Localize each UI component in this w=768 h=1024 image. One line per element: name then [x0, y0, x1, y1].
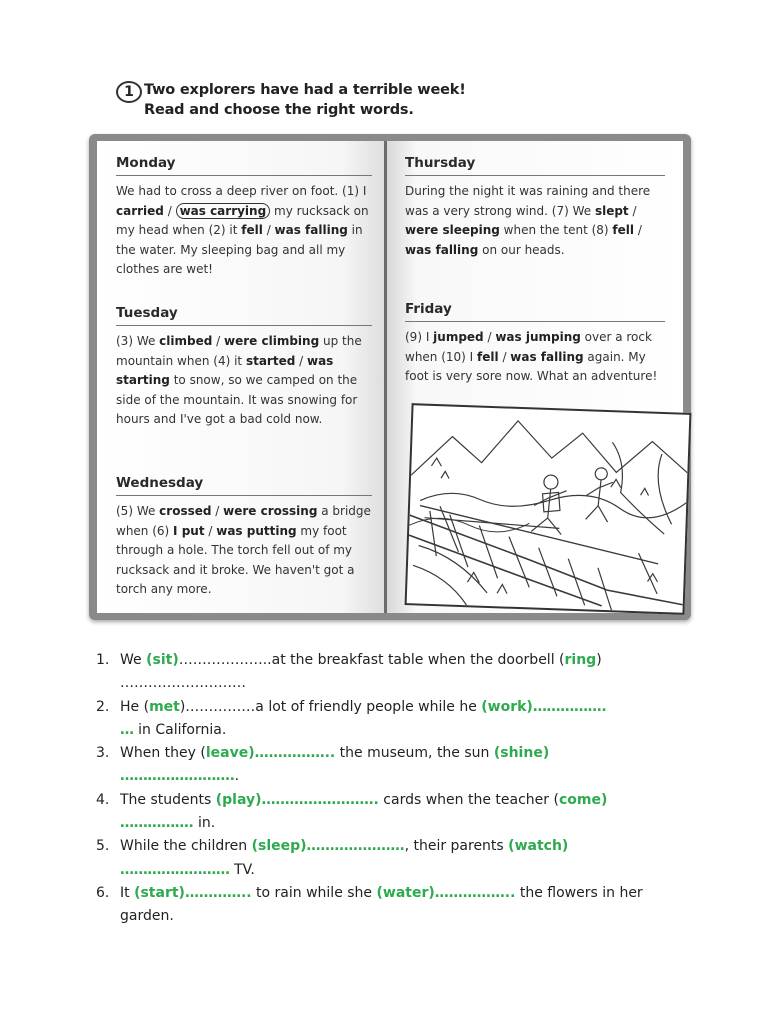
option-choice[interactable]: slept [594, 203, 629, 218]
option-choice[interactable]: were sleeping [405, 223, 500, 238]
text: (5) We [116, 504, 160, 518]
exercise-heading [116, 80, 676, 120]
heading-line-2: Read and choose the right words. [144, 102, 414, 118]
option-choice[interactable]: fell [241, 223, 263, 238]
day-text [405, 328, 665, 387]
answer-blank[interactable]: ………………..at the breakfast table when the doorbell ( [178, 652, 565, 668]
answer-blank[interactable]: )……………a lot of friendly people while he [179, 698, 482, 715]
option-choice[interactable]: carried [116, 203, 164, 218]
list-item [96, 882, 676, 929]
answer-blank[interactable]: …………………… [120, 861, 230, 878]
separator: / [634, 223, 642, 238]
list-item [96, 696, 676, 743]
text: TV. [229, 861, 255, 878]
option-choice[interactable]: fell [477, 349, 499, 364]
day-title: Monday [116, 155, 372, 176]
text: in the water. My sleeping bag and all my clothes are wet! [116, 223, 363, 277]
text: We had to cross a deep river on foot. [116, 184, 339, 198]
text: When they ( [120, 745, 206, 762]
list-item [96, 649, 676, 696]
text: (9) I [405, 330, 434, 344]
verb-cue: (watch) [508, 838, 569, 855]
item-number: 2. [96, 698, 110, 715]
text: when the tent (8) [499, 223, 613, 238]
list-item [96, 835, 676, 882]
text: . [234, 768, 240, 785]
separator: / [262, 223, 275, 238]
verb-cue[interactable]: (play)……………………. [215, 791, 379, 808]
text: in California. [133, 721, 227, 738]
day-thursday [405, 155, 665, 260]
item-number: 5. [96, 838, 110, 855]
option-choice[interactable]: was jumping [495, 330, 581, 344]
text: We [120, 652, 147, 668]
separator: / [498, 349, 511, 364]
list-item [96, 789, 676, 836]
option-choice[interactable]: were climbing [224, 334, 320, 348]
separator: / [212, 334, 225, 348]
verb-cue: (work) [481, 698, 533, 715]
rope-bridge-illustration-icon [405, 403, 692, 615]
day-wednesday [116, 475, 372, 600]
text: to rain while she [251, 884, 377, 901]
day-text [116, 332, 372, 430]
text: During the night it was raining and there was a very strong wind. [405, 184, 651, 218]
text: ) [596, 652, 602, 668]
option-choice[interactable]: was falling [510, 349, 584, 364]
separator: / [163, 203, 176, 218]
option-choice[interactable]: crossed [159, 504, 212, 518]
answer-blank[interactable]: … [120, 721, 134, 738]
text: again. My foot is very sore now. What an adventure! [405, 349, 658, 384]
verb-cue: (shine) [493, 745, 550, 762]
answer-blank[interactable]: ……………………. [120, 768, 235, 785]
option-choice[interactable]: started [245, 353, 296, 368]
text: While the children [120, 838, 252, 855]
option-choice[interactable]: climbed [159, 334, 213, 348]
day-friday [405, 301, 665, 387]
option-choice[interactable]: was falling [405, 242, 479, 257]
verb-cue: met [149, 698, 180, 715]
day-title: Friday [405, 301, 665, 322]
text: my rucksack on my head when (2) it [116, 203, 369, 238]
option-choice[interactable]: were crossing [223, 504, 318, 518]
option-choice[interactable]: was putting [216, 523, 297, 538]
text: over a rock when (10) I [405, 330, 652, 364]
option-choice[interactable]: I put [173, 523, 205, 538]
text: cards when the teacher ( [378, 791, 559, 808]
answer-blank[interactable]: ……………. [532, 698, 607, 715]
text: The students [120, 791, 216, 808]
separator: / [211, 504, 224, 518]
exercise-number-badge: 1 [116, 81, 142, 103]
day-text [116, 502, 372, 600]
text: up the mountain when (4) it [116, 334, 362, 368]
separator: / [295, 353, 307, 368]
day-title: Wednesday [116, 475, 372, 496]
option-choice[interactable]: was starting [116, 353, 334, 388]
heading-line-1: Two explorers have had a terrible week! [144, 82, 466, 98]
answer-blank[interactable]: ……………. [120, 815, 194, 832]
day-tuesday [116, 305, 372, 430]
left-page [97, 141, 385, 613]
verb-cue: (sit) [146, 652, 179, 668]
option-choice[interactable]: jumped [433, 330, 484, 344]
text: (1) I [342, 184, 367, 198]
verb-cue[interactable]: (water)…………….. [376, 884, 516, 901]
option-choice[interactable]: fell [612, 223, 634, 238]
separator: / [483, 330, 496, 344]
list-item [96, 742, 676, 789]
day-title: Tuesday [116, 305, 372, 326]
text: (3) We [116, 334, 160, 348]
verb-cue: ring [564, 652, 597, 668]
day-text [116, 182, 372, 280]
text: my foot through a hole. The torch fell out of my rucksack and it broke. We haven't got a torch any more. [116, 523, 355, 597]
text: a bridge when (6) [116, 504, 371, 538]
day-monday [116, 155, 372, 280]
text: , their parents [404, 838, 509, 855]
text: He ( [120, 698, 150, 715]
text: It [120, 884, 135, 901]
answer-blank[interactable]: ……………………… [120, 675, 246, 692]
item-number: 6. [96, 884, 110, 901]
separator: / [628, 203, 637, 218]
item-number: 1. [96, 652, 110, 668]
verb-cue[interactable]: (sleep)………………… [251, 838, 405, 855]
text: to snow, so we camped on the side of the mountain. It was snowing for hours and I've got a bad cold now. [116, 373, 358, 427]
verb-cue[interactable]: leave)…………….. [205, 745, 336, 762]
option-choice[interactable]: was falling [274, 223, 348, 238]
verb-cue: come) [558, 791, 608, 808]
exercise-list [96, 649, 676, 929]
text: in. [193, 815, 216, 832]
day-title: Thursday [405, 155, 665, 176]
text: the museum, the sun [335, 745, 494, 762]
verb-cue[interactable]: (start)………….. [134, 884, 252, 901]
item-number: 4. [96, 791, 110, 808]
option-choice-circled[interactable]: was carrying [176, 203, 271, 219]
text: (7) We [551, 203, 595, 218]
item-number: 3. [96, 745, 110, 762]
text: the flowers in her garden. [120, 884, 643, 925]
separator: / [204, 523, 217, 538]
day-text [405, 182, 665, 260]
text: on our heads. [478, 242, 565, 257]
